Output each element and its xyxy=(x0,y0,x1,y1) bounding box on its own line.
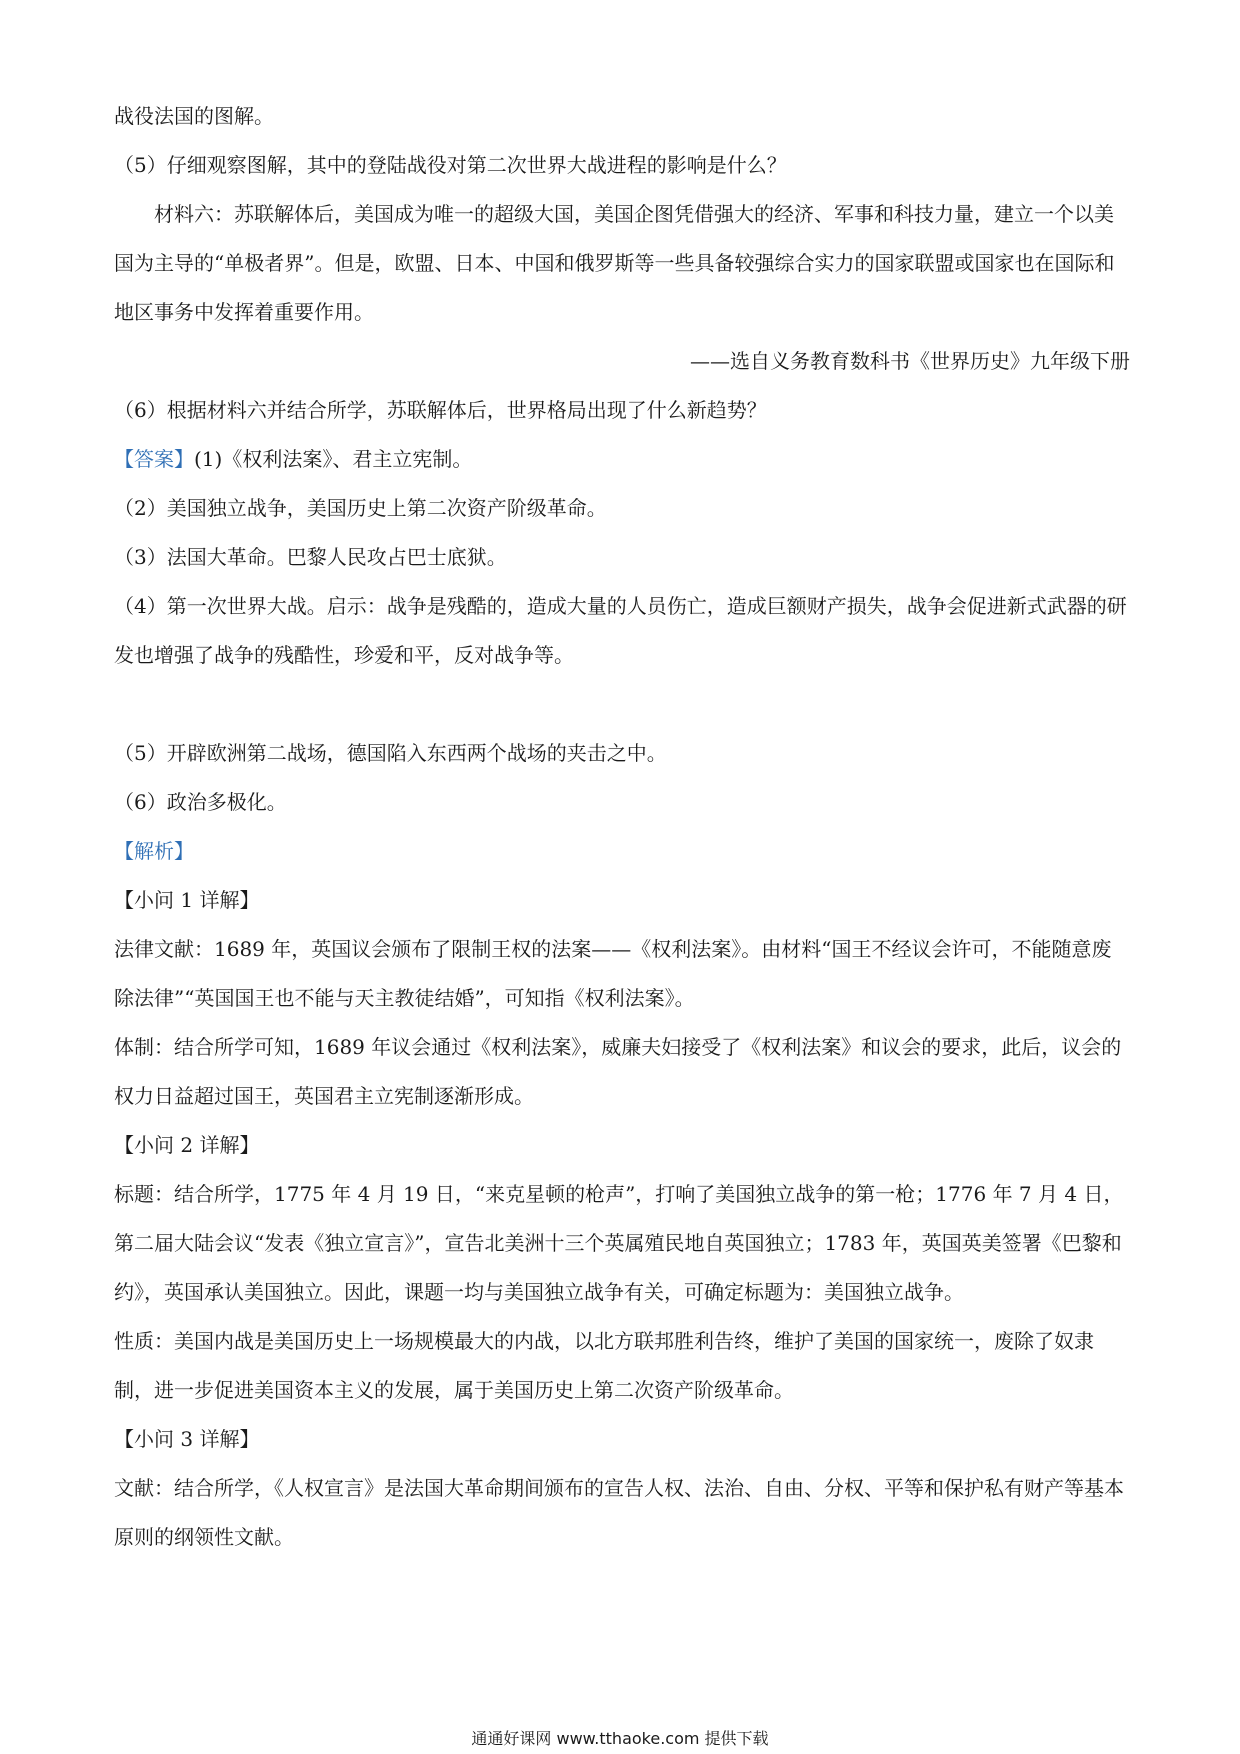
answer-6: （6）政治多极化。 xyxy=(114,790,287,814)
question-5: （5）仔细观察图解，其中的登陆战役对第二次世界大战进程的影响是什么？ xyxy=(114,153,787,177)
answer-4: （4）第一次世界大战。启示：战争是残酷的，造成大量的人员伤亡，造成巨额财产损失，战争会促进新式武器的研发也增强了战争的残酷性，珍爱和平，反对战争等。 xyxy=(114,594,1127,667)
spacer xyxy=(114,680,1130,729)
material-6-source: ——选自义务教育数科书《世界历史》九年级下册 xyxy=(690,349,1130,373)
sub-question-1-para-1: 法律文献：1689 年，英国议会颁布了限制王权的法案——《权利法案》。由材料“国王不经议会许可，不能随意废除法律”“英国国王也不能与天主教徒结婚”，可知指《权利法案》。 xyxy=(114,937,1112,1010)
sub-question-2-para-2: 性质：美国内战是美国历史上一场规模最大的内战，以北方联邦胜利告终，维护了美国的国家统一，废除了奴隶制，进一步促进美国资本主义的发展，属于美国历史上第二次资产阶级革命。 xyxy=(114,1329,1094,1402)
analysis-tag: 【解析】 xyxy=(114,839,194,863)
material-6: 材料六：苏联解体后，美国成为唯一的超级大国，美国企图凭借强大的经济、军事和科技力量，建立一个以美国为主导的“单极者界”。但是，欧盟、日本、中国和俄罗斯等一些具备较强综合实力的国家联盟或国家也在国际和地区事务中发挥着重要作用。 xyxy=(114,202,1115,324)
intro-tail: 战役法国的图解。 xyxy=(114,104,274,128)
sub-question-3-para-1: 文献：结合所学，《人权宣言》是法国大革命期间颁布的宣告人权、法治、自由、分权、平等和保护私有财产等基本原则的纲领性文献。 xyxy=(114,1476,1124,1549)
answer-tag: 【答案】 xyxy=(114,447,194,471)
answer-3: （3）法国大革命。巴黎人民攻占巴士底狱。 xyxy=(114,545,507,569)
document-body xyxy=(114,92,1130,1562)
sub-question-1-title: 【小问 1 详解】 xyxy=(114,888,260,912)
answer-5: （5）开辟欧洲第二战场，德国陷入东西两个战场的夹击之中。 xyxy=(114,741,667,765)
page-footer: 通通好课网 www.tthaoke.com 提供下载 xyxy=(471,1729,769,1748)
sub-question-3-title: 【小问 3 详解】 xyxy=(114,1427,260,1451)
sub-question-2-para-1: 标题：结合所学，1775 年 4 月 19 日，“来克星顿的枪声”，打响了美国独立战争的第一枪；1776 年 7 月 4 日，第二届大陆会议“发表《独立宣言》”，宣告北美洲十三个英属殖民地自英国独立；1783 年，英国英美签署《巴黎和约》，英国承认美国独立。因此，课题一均与美国独立战争有关，可确定标题为：美国独立战争。 xyxy=(114,1182,1124,1304)
sub-question-1-para-2: 体制：结合所学可知，1689 年议会通过《权利法案》，威廉夫妇接受了《权利法案》和议会的要求，此后，议会的权力日益超过国王，英国君主立宪制逐渐形成。 xyxy=(114,1035,1122,1108)
answer-2: （2）美国独立战争，美国历史上第二次资产阶级革命。 xyxy=(114,496,607,520)
answer-1: (1)《权利法案》、君主立宪制。 xyxy=(194,447,473,471)
sub-question-2-title: 【小问 2 详解】 xyxy=(114,1133,260,1157)
answer-1-line xyxy=(114,435,1130,484)
question-6: （6）根据材料六并结合所学，苏联解体后，世界格局出现了什么新趋势？ xyxy=(114,398,767,422)
